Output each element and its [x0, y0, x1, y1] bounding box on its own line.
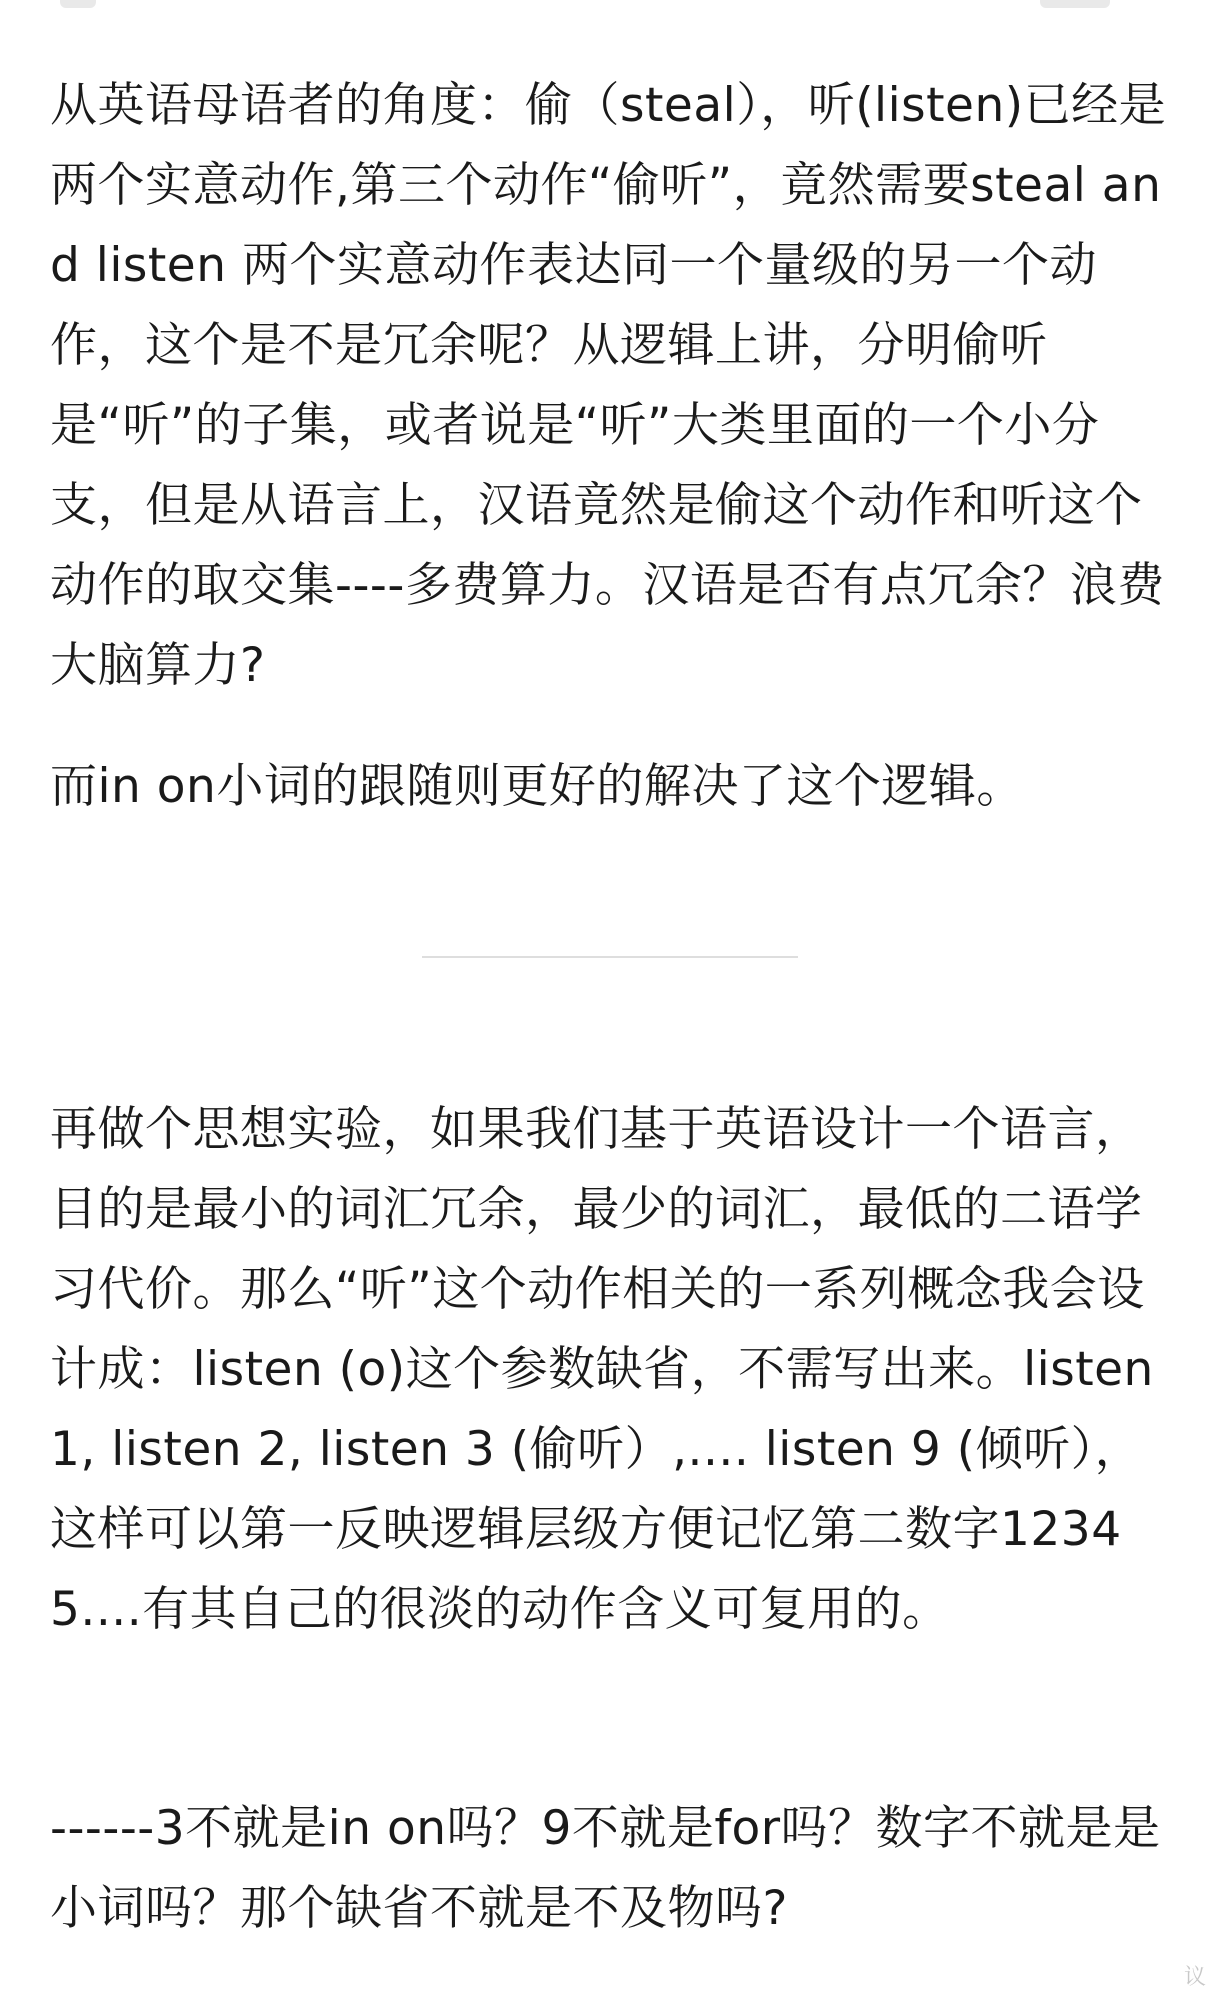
article-body: [50, 66, 1170, 827]
article-body-3: [50, 1789, 1170, 1949]
article-paragraph-3: 再做个思想实验，如果我们基于英语设计一个语言，目的是最小的词汇冗余，最少的词汇，最低的二语学习代价。那么“听”这个动作相关的一系列概念我会设计成：listen (o)这个参数缺省，不需写出来。listen 1, listen 2, listen 3 (偷听）,.... listen 9 (倾听），这样可以第一反映逻辑层级方便记忆第二数字12345....有其自己的很淡的动作含义可复用的。: [50, 1102, 1154, 1637]
article-body-2: [50, 1090, 1170, 1650]
watermark: 议: [1183, 1965, 1206, 1990]
section-divider: [422, 956, 798, 958]
cropped-element-right: [1040, 0, 1110, 8]
top-cropped-strip: [0, 0, 1220, 26]
article-paragraph-4: ------3不就是in on吗？9不就是for吗？数字不就是是小词吗？那个缺省不就是不及物吗?: [50, 1801, 1161, 1936]
article-paragraph-2: 而in on小词的跟随则更好的解决了这个逻辑。: [50, 759, 1024, 814]
article-paragraph-1: 从英语母语者的角度：偷（steal），听(listen)已经是两个实意动作,第三个动作“偷听”，竟然需要steal and listen 两个实意动作表达同一个量级的另一个动作，这个是不是冗余呢？从逻辑上讲，分明偷听是“听”的子集，或者说是“听”大类里面的一个小分支，但是从语言上，汉语竟然是偷这个动作和听这个动作的取交集----多费算力。汉语是否有点冗余？浪费大脑算力?: [50, 78, 1167, 693]
cropped-element-left: [60, 0, 96, 8]
